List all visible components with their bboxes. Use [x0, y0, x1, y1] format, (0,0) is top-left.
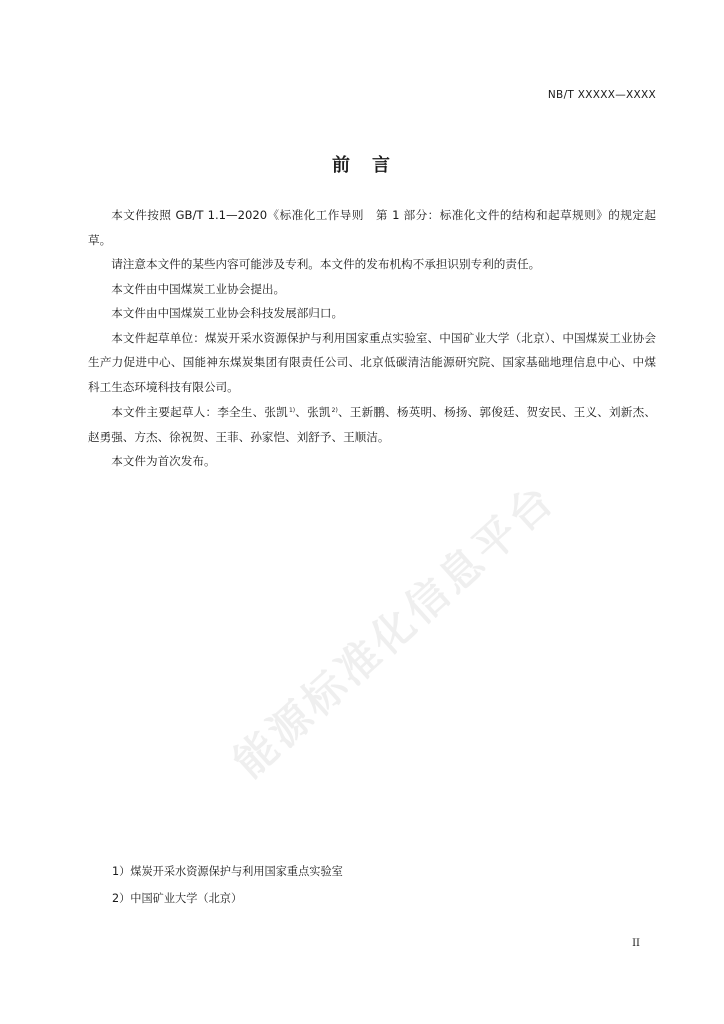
drafters-text-mid: 、张凯 [295, 405, 331, 419]
document-code: NB/T XXXXX—XXXX [547, 89, 656, 101]
foreword-body [88, 203, 656, 474]
drafters-text-start: 本文件主要起草人：李全生、张凯 [111, 405, 288, 419]
page-number: II [632, 938, 640, 949]
drafters-text-end: 、王新鹏、杨英明、杨扬、郭俊廷、贺安民、王义、刘新杰、赵勇强、方杰、徐祝贺、王菲、孙家恺、刘舒予、王顺洁。 [88, 405, 656, 444]
paragraph-patent-notice: 请注意本文件的某些内容可能涉及专利。本文件的发布机构不承担识别专利的责任。 [111, 257, 541, 271]
paragraph-drafting-rules: 本文件按照 GB/T 1.1—2020《标准化工作导则 第 1 部分：标准化文件的结构和起草规则》的规定起草。 [88, 208, 656, 247]
paragraph-drafting-units: 本文件起草单位：煤炭开采水资源保护与利用国家重点实验室、中国矿业大学（北京）、中国煤炭工业协会生产力促进中心、国能神东煤炭集团有限责任公司、北京低碳清洁能源研究院、国家基础地理信息中心、中煤科工生态环境科技有限公司。 [88, 330, 656, 394]
watermark: 能源标准化信息平台 [224, 473, 565, 788]
footnotes [112, 858, 343, 912]
footnote-2: 2）中国矿业大学（北京） [112, 892, 243, 905]
paragraph-first-release: 本文件为首次发布。 [111, 454, 216, 468]
footnote-ref-1: 1) [288, 407, 296, 414]
footnote-ref-2: 2) [331, 407, 338, 414]
paragraph-responsible-dept: 本文件由中国煤炭工业协会科技发展部归口。 [111, 306, 344, 320]
page-title: 前 言 [332, 155, 392, 176]
footnote-1: 1）煤炭开采水资源保护与利用国家重点实验室 [112, 865, 343, 878]
paragraph-drafters [88, 399, 656, 449]
paragraph-proposer: 本文件由中国煤炭工业协会提出。 [111, 281, 286, 296]
